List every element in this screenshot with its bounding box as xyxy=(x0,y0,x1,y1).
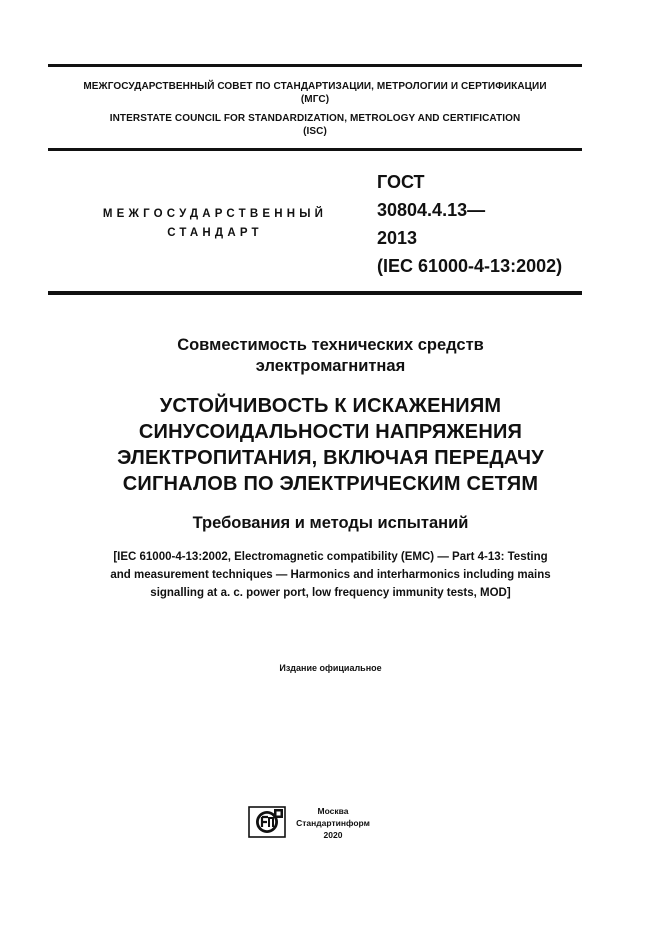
council-name-ru xyxy=(48,80,582,106)
general-title-line2: электромагнитная xyxy=(255,357,406,375)
middle-rule xyxy=(48,148,582,151)
iec-reference-line3: signalling at a. c. power port, low frequency immunity tests, MOD] xyxy=(150,587,511,599)
top-rule xyxy=(48,64,582,67)
iec-reference-line1: [IEC 61000-4-13:2002, Electromagnetic compatibility (EMC) — Part 4-13: Testing xyxy=(113,551,548,563)
council-name-en-line: INTERSTATE COUNCIL FOR STANDARDIZATION, METROLOGY AND CERTIFICATION xyxy=(109,113,521,124)
publisher-name: Стандартинформ xyxy=(296,818,370,828)
council-name-ru-line: МЕЖГОСУДАРСТВЕННЫЙ СОВЕТ ПО СТАНДАРТИЗАЦИИ, МЕТРОЛОГИИ И СЕРТИФИКАЦИИ xyxy=(83,81,547,92)
subtitle xyxy=(40,512,621,534)
publisher-logo-icon xyxy=(248,806,286,838)
main-title-line4: СИГНАЛОВ ПО ЭЛЕКТРИЧЕСКИМ СЕТЯМ xyxy=(122,473,539,495)
main-title-line1: УСТОЙЧИВОСТЬ К ИСКАЖЕНИЯМ xyxy=(159,395,502,417)
council-abbr-en: (ISC) xyxy=(303,126,327,137)
standard-designation xyxy=(377,168,607,280)
edition-label: Издание официальное xyxy=(279,663,382,673)
main-title xyxy=(40,393,621,497)
iec-reference-line2: and measurement techniques — Harmonics and interharmonics including mains xyxy=(110,569,551,581)
subtitle-text: Требования и методы испытаний xyxy=(192,514,469,532)
standard-type-label xyxy=(70,205,360,243)
designation-number: 30804.4.13— xyxy=(377,200,486,220)
general-title xyxy=(40,335,621,377)
bottom-rule xyxy=(48,291,582,295)
designation-gost: ГОСТ xyxy=(377,172,425,192)
standard-type-line2: СТАНДАРТ xyxy=(167,227,263,239)
general-title-line1: Совместимость технических средств xyxy=(177,336,484,354)
publisher-year: 2020 xyxy=(323,830,343,840)
publisher-info xyxy=(290,805,376,841)
designation-year: 2013 xyxy=(377,228,418,248)
designation-iec: (IEC 61000-4-13:2002) xyxy=(377,256,563,276)
main-title-line3: ЭЛЕКТРОПИТАНИЯ, ВКЛЮЧАЯ ПЕРЕДАЧУ xyxy=(117,447,544,469)
iec-reference xyxy=(40,548,621,602)
publisher-city: Москва xyxy=(317,806,349,816)
main-title-line2: СИНУСОИДАЛЬНОСТИ НАПРЯЖЕНИЯ xyxy=(138,421,523,443)
council-abbr-ru: (МГС) xyxy=(300,94,330,105)
council-name-en xyxy=(48,112,582,138)
standard-type-line1: МЕЖГОСУДАРСТВЕННЫЙ xyxy=(102,208,328,220)
